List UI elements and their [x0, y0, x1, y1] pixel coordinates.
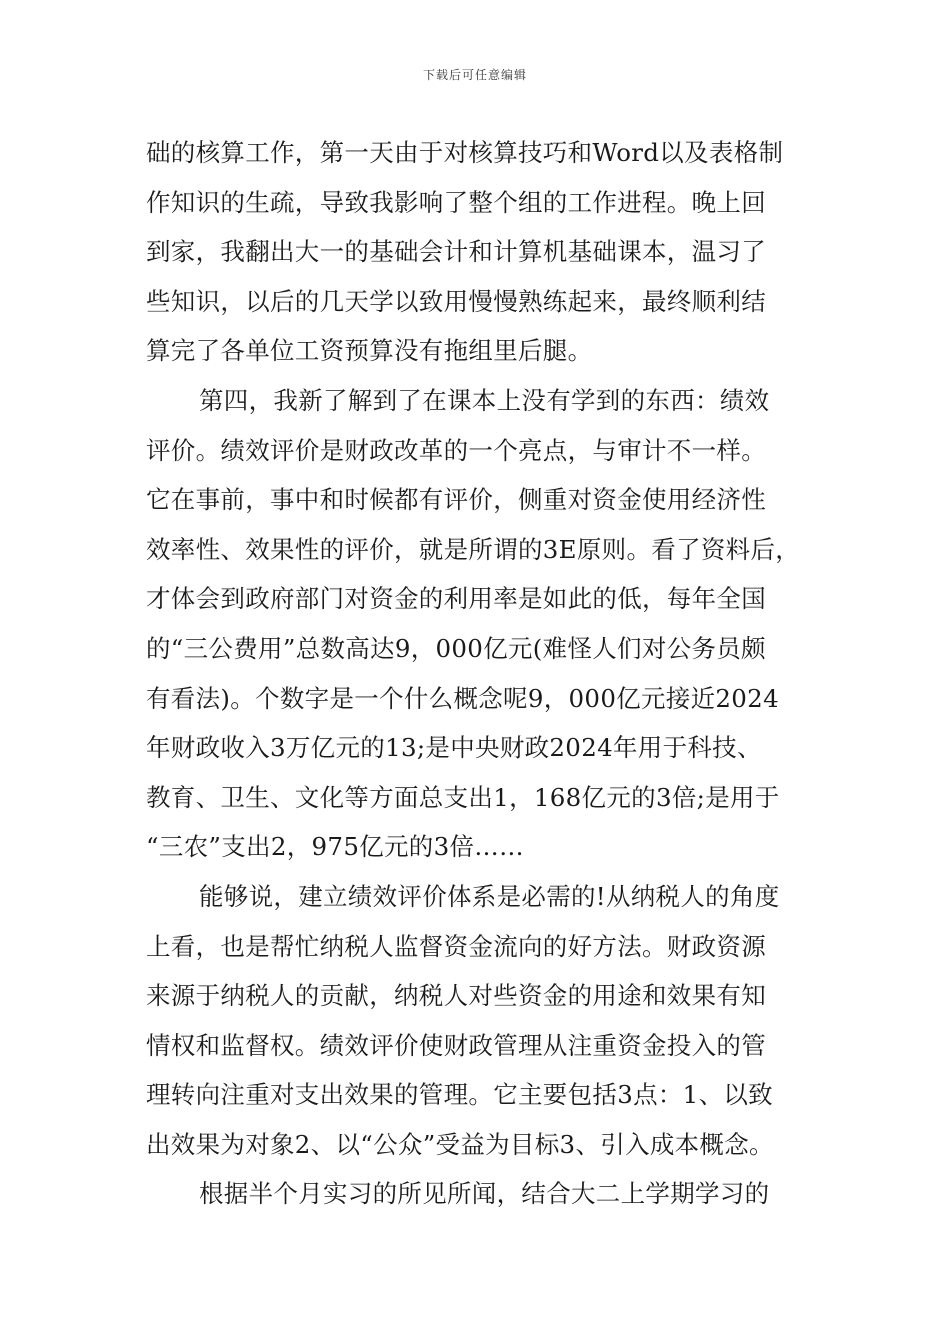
- text-line: 到家，我翻出大一的基础会计和计算机基础课本，温习了: [146, 237, 766, 267]
- text-line: 上看，也是帮忙纳税人监督资金流向的好方法。财政资源: [146, 931, 766, 961]
- text-line: 它在事前，事中和时候都有评价，侧重对资金使用经济性: [146, 485, 766, 515]
- text-line: 情权和监督权。绩效评价使财政管理从注重资金投入的管: [146, 1030, 766, 1060]
- text-line: 有看法)。个数字是一个什么概念呢9，000亿元接近2024: [146, 683, 779, 713]
- text-line: 理转向注重对支出效果的管理。它主要包括3点：1、以致: [146, 1080, 773, 1110]
- text-line: 来源于纳税人的贡献，纳税人对些资金的用途和效果有知: [146, 981, 766, 1011]
- paragraph-start-line: 第四，我新了解到了在课本上没有学到的东西：绩效: [199, 385, 770, 415]
- page-header: 下载后可任意编辑: [422, 68, 527, 82]
- text-line: 评价。绩效评价是财政改革的一个亮点，与审计不一样。: [146, 435, 766, 465]
- text-line: 才体会到政府部门对资金的利用率是如此的低，每年全国: [146, 584, 766, 614]
- text-line: 些知识，以后的几天学以致用慢慢熟练起来，最终顺利结: [146, 286, 766, 316]
- text-line: “三农”支出2，975亿元的3倍……: [146, 832, 524, 862]
- text-line: 年财政收入3万亿元的13;是中央财政2024年用于科技、: [146, 733, 762, 763]
- text-line: 的“三公费用”总数高达9，000亿元(难怪人们对公务员颇: [146, 633, 766, 663]
- text-line: 出效果为对象2、以“公众”受益为目标3、引入成本概念。: [146, 1129, 774, 1159]
- text-line: 础的核算工作，第一天由于对核算技巧和Word以及表格制: [146, 138, 784, 167]
- text-line: 效率性、效果性的评价，就是所谓的3E原则。看了资料后，: [146, 534, 801, 564]
- text-line: 教育、卫生、文化等方面总支出1，168亿元的3倍;是用于: [146, 782, 780, 812]
- text-line: 算完了各单位工资预算没有拖组里后腿。: [146, 336, 593, 366]
- paragraph-start-line: 能够说，建立绩效评价体系是必需的!从纳税人的角度: [199, 881, 780, 911]
- document-body: [146, 128, 810, 1219]
- paragraph-start-line: 根据半个月实习的所见所闻，结合大二上学期学习的: [199, 1179, 770, 1209]
- text-line: 作知识的生疏，导致我影响了整个组的工作进程。晚上回: [146, 187, 766, 217]
